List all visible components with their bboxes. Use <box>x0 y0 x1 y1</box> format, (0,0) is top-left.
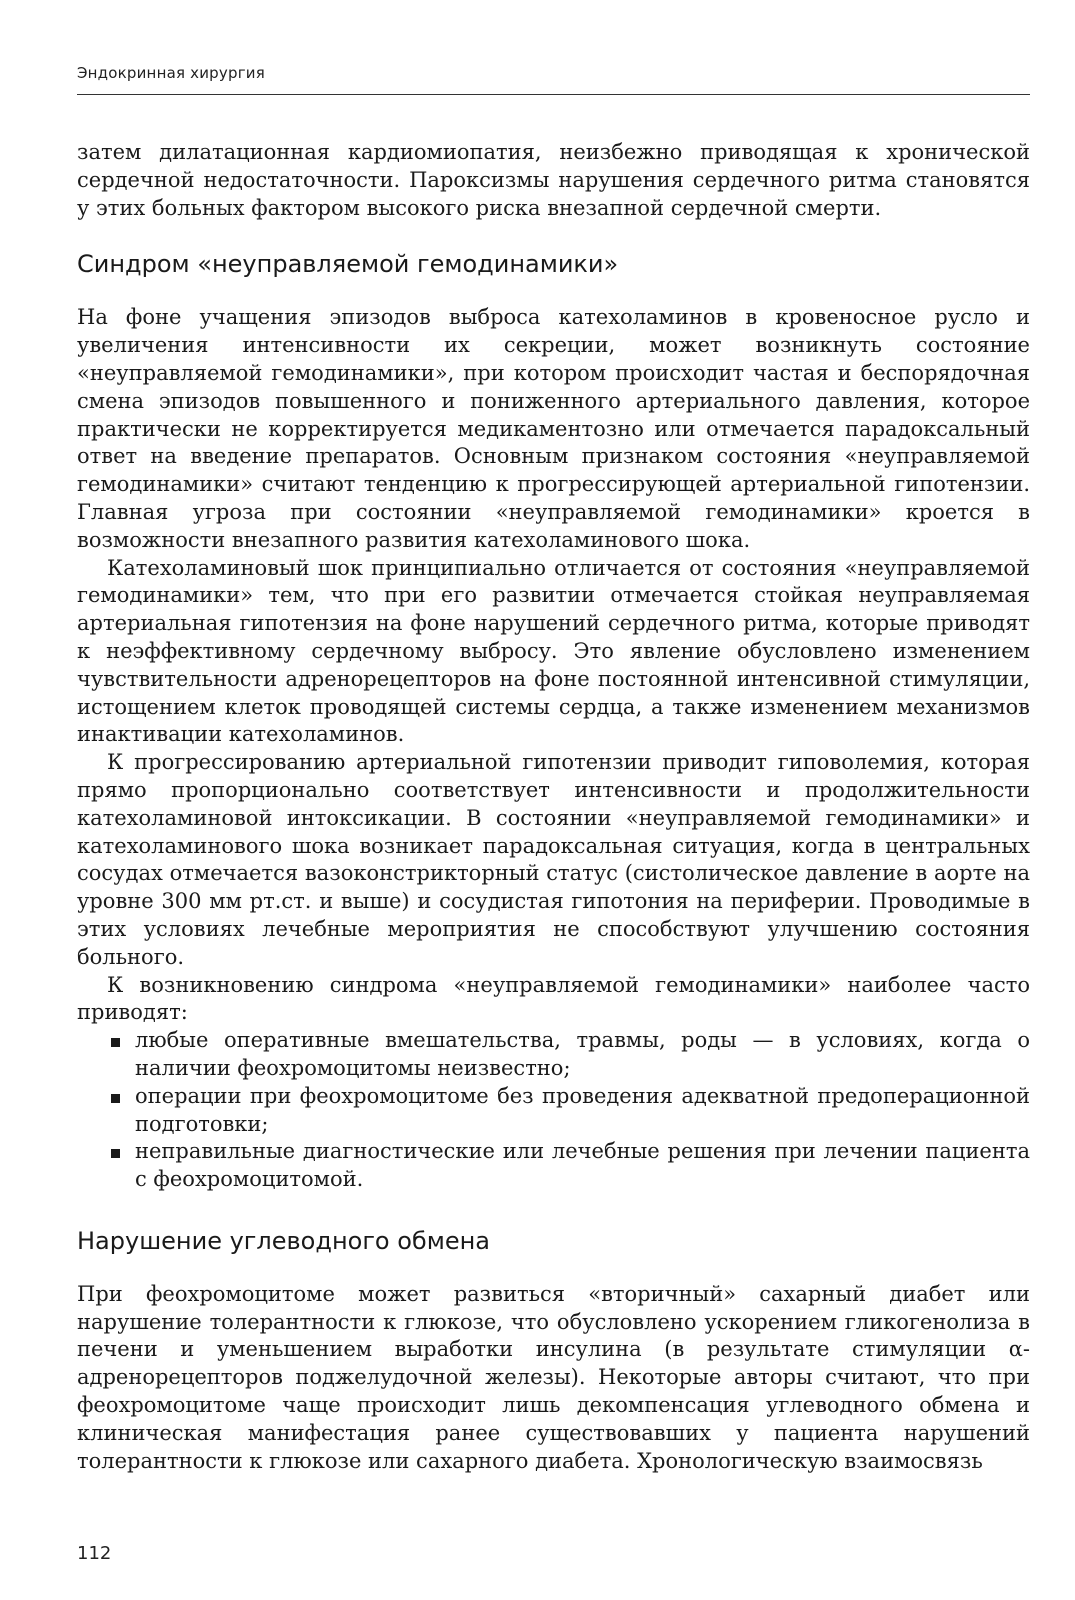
list-item <box>135 1138 1030 1194</box>
causes-list <box>77 1027 1030 1194</box>
square-bullet-icon <box>111 1094 120 1103</box>
paragraph: К возникновению синдрома «неуправляемой гемодинамики» наиболее часто приводят: <box>77 972 1030 1025</box>
header-rule <box>77 94 1030 95</box>
square-bullet-icon <box>111 1038 120 1047</box>
section-heading-carbohydrate-metabolism: Нарушение углеводного обмена <box>77 1226 490 1255</box>
paragraph: При феохромоцитоме может развиться «вторичный» сахарный диабет или нарушение толерантности к глюкозе, что обусловлено ускорением гликогенолиза в печени и уменьшением выработки инсулина (в результате стимуляции α-адренорецепторов поджелудочной железы). Некоторые авторы считают, что при феохромоцитоме чаще происходит лишь декомпенсация углеводного обмена и клиническая манифестация ранее существовавших у пациента нарушений толерантности к глюкозе или сахарного диабета. Хронологическую взаимосвязь <box>77 1281 1030 1473</box>
square-bullet-icon <box>111 1149 120 1158</box>
paragraph: На фоне учащения эпизодов выброса катехоламинов в кровеносное русло и увеличения интенсивности их секреции, может возникнуть состояние «неуправляемой гемодинамики», при котором происходит частая и беспорядочная смена эпизодов повышенного и пониженного артериального давления, которое практически не корректируется медикаментозно или отмечается парадоксальный ответ на введение препаратов. Основным признаком состояния «неуправляемой гемодинамики» считают тенденцию к прогрессирующей артериальной гипотензии. Главная угроза при состоянии «неуправляемой гемодинамики» кроется в возможности внезапного развития катехоламинового шока. <box>77 305 1030 552</box>
running-head: Эндокринная хирургия <box>77 64 265 82</box>
list-item <box>135 1083 1030 1139</box>
list-item-text: операции при феохромоцитоме без проведения адекватной предоперационной подготовки; <box>135 1083 1030 1136</box>
list-item-text: любые оперативные вмешательства, травмы, роды — в условиях, когда о наличии феохромоцитомы неизвестно; <box>135 1028 1030 1080</box>
list-item <box>135 1027 1030 1083</box>
page-number: 112 <box>77 1543 112 1564</box>
page-body <box>77 139 1030 1475</box>
paragraph: Катехоламиновый шок принципиально отличается от состояния «неуправляемой гемодинамики» тем, что при его развитии отмечается стойкая неуправляемая артериальная гипотензия на фоне нарушений сердечного ритма, которые приводят к неэффективному сердечному выбросу. Это явление обусловлено изменением чувствительности адренорецепторов на фоне постоянной интенсивной стимуляции, истощением клеток проводящей системы сердца, а также изменением механизмов инактивации катехоламинов. <box>77 555 1030 747</box>
list-item-text: неправильные диагностические или лечебные решения при лечении пациента с феохромоцитомой. <box>135 1139 1030 1192</box>
paragraph: К прогрессированию артериальной гипотензии приводит гиповолемия, которая прямо пропорционально соответствует интенсивности и продолжительности катехоламиновой интоксикации. В состоянии «неуправляемой гемодинамики» и катехоламинового шока возникает парадоксальная ситуация, когда в центральных сосудах отмечается вазоконстрикторный статус (систолическое давление в аорте на уровне 300 мм рт.ст. и выше) и сосудистая гипотония на периферии. Проводимые в этих условиях лечебные мероприятия не способствуют улучшению состояния больного. <box>77 750 1030 969</box>
intro-paragraph: затем дилатационная кардиомиопатия, неизбежно приводящая к хронической сердечной недостаточности. Пароксизмы нарушения сердечного ритма становятся у этих больных фактором высокого риска внезапной сердечной смерти. <box>77 140 1030 220</box>
section-heading-uncontrolled-hemodynamics: Синдром «неуправляемой гемодинамики» <box>77 250 619 279</box>
